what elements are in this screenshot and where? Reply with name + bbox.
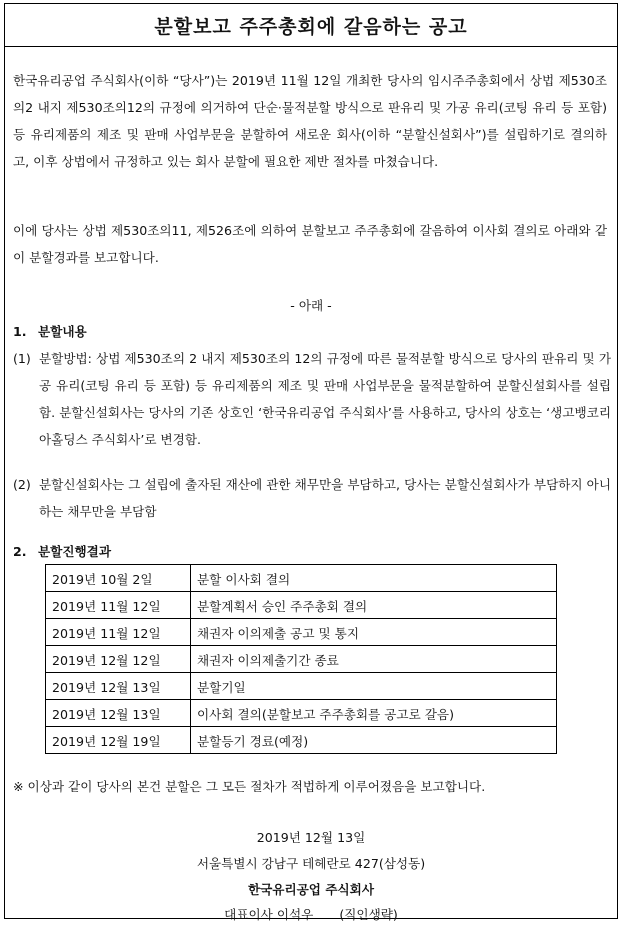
closing-note: ※ 이상과 같이 당사의 본건 분할은 그 모든 절차가 적법하게 이루어졌음을 보고합니다. xyxy=(13,779,486,794)
row-event: 분할등기 경료(예정) xyxy=(191,727,557,754)
row-event: 이사회 결의(분할보고 주주총회를 공고로 갈음) xyxy=(191,700,557,727)
notice-title: 분할보고 주주총회에 갈음하는 공고 xyxy=(154,16,468,38)
row-date: 2019년 12월 12일 xyxy=(46,646,191,673)
section-2-number: 2. xyxy=(13,544,27,559)
intro-paragraph: 한국유리공업 주식회사(이하 “당사”)는 2019년 11월 12일 개최한 당사의 임시주주총회에서 상법 제530조의2 내지 제530조의12의 규정에 의거하여 단순·물적분할 방식으로 판유리 및 가공 유리(코팅 유리 등 포함) 등 유리제품의 제조 및 판매 사업부문을 분할하여 새로운 회사(이하 “분할신설회사”)를 설립하기로 결의하고, 이후 상법에서 규정하고 있는 회사 분할에 필요한 제반 절차를 마쳤습니다. xyxy=(13,73,607,169)
table-row xyxy=(46,592,557,619)
title-divider xyxy=(5,46,617,47)
table-row xyxy=(46,646,557,673)
table-row xyxy=(46,619,557,646)
item-text: 분할방법: 상법 제530조의 2 내지 제530조의 12의 규정에 따른 물적분할 방식으로 당사의 판유리 및 가공 유리(코팅 유리 등 포함) 등 유리제품의 제조 및 판매 사업부문을 물적분할하여 분할신설회사를 설립함. 분할신설회사는 당사의 기존 상호인 ‘한국유리공업 주식회사’를 사용하고, 당사의 상호는 ‘생고뱅코리아홀딩스 주식회사’로 변경함. xyxy=(39,351,611,447)
split-progress-table xyxy=(45,564,557,754)
report-paragraph: 이에 당사는 상법 제530조의11, 제526조에 의하여 분할보고 주주총회에 갈음하여 이사회 결의로 아래와 같이 분할경과를 보고합니다. xyxy=(13,223,607,265)
public-notice xyxy=(4,3,618,922)
section-2-title: 분할진행결과 xyxy=(38,544,111,559)
ceo-name: 대표이사 이석우 xyxy=(224,907,314,922)
row-date: 2019년 12월 13일 xyxy=(46,700,191,727)
row-date: 2019년 10월 2일 xyxy=(46,565,191,592)
item-text: 분할신설회사는 그 설립에 출자된 재산에 관한 채무만을 부담하고, 당사는 분할신설회사가 부담하지 아니하는 채무만을 부담함 xyxy=(39,477,611,519)
section-1-heading xyxy=(13,318,87,345)
table-row xyxy=(46,727,557,754)
row-date: 2019년 12월 13일 xyxy=(46,673,191,700)
section-1-title: 분할내용 xyxy=(38,324,87,339)
split-content-item-2 xyxy=(13,471,611,525)
row-date: 2019년 12월 19일 xyxy=(46,727,191,754)
company-address: 서울특별시 강남구 테헤란로 427(삼성동) xyxy=(196,856,426,871)
item-marker: (1) xyxy=(13,351,31,366)
row-date: 2019년 11월 12일 xyxy=(46,592,191,619)
table-row xyxy=(46,700,557,727)
below-label: - 아래 - xyxy=(290,298,332,313)
item-marker: (2) xyxy=(13,477,31,492)
row-event: 채권자 이의제출 공고 및 통지 xyxy=(191,619,557,646)
row-event: 채권자 이의제출기간 종료 xyxy=(191,646,557,673)
row-date: 2019년 11월 12일 xyxy=(46,619,191,646)
table-row xyxy=(46,673,557,700)
row-event: 분할기일 xyxy=(191,673,557,700)
company-name: 한국유리공업 주식회사 xyxy=(247,882,375,897)
row-event: 분할계획서 승인 주주총회 결의 xyxy=(191,592,557,619)
section-2-heading xyxy=(13,538,111,565)
section-1-number: 1. xyxy=(13,324,27,339)
row-event: 분할 이사회 결의 xyxy=(191,565,557,592)
seal-omitted-note: (직인생략) xyxy=(339,907,398,922)
table-row xyxy=(46,565,557,592)
notice-date: 2019년 12월 13일 xyxy=(256,830,366,845)
split-content-item-1 xyxy=(13,345,611,453)
